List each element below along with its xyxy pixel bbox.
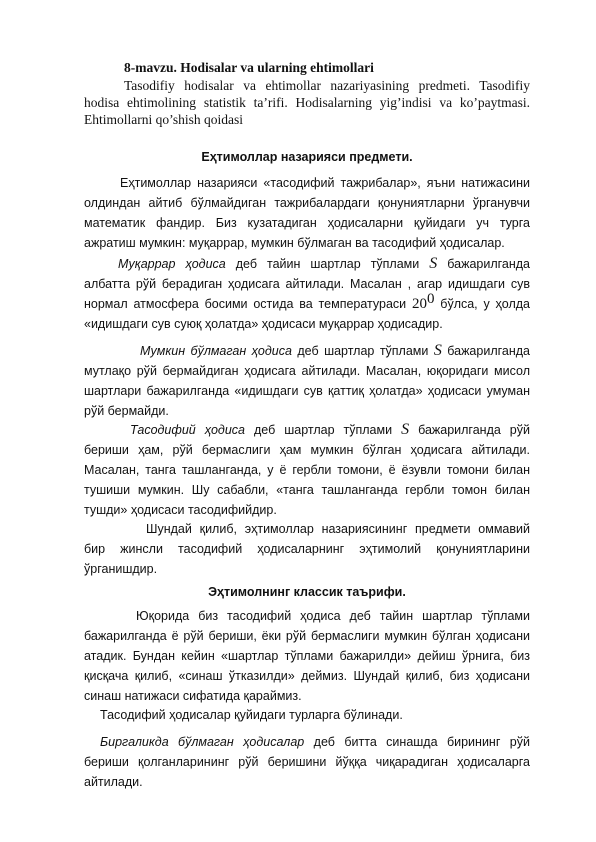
text-span: деб битта синашда бирининг рўй бериши қолганларининг рўй беришини йўққа чиқарадиган ҳодисаларга айтилади. — [84, 735, 530, 789]
section-heading-classic-definition: Эҳтимолнинг классик таърифи. — [208, 585, 406, 599]
text-span: бажарилганда мутлақо рўй бермайдиган ҳодисага айтилади. Масалан, юқоридаги мисол шартлари бажарилганда «идишдаги сув қаттиқ ҳолатда» ҳодисаси умуман рўй бермайди. — [84, 344, 530, 418]
temperature-value: 20 — [411, 296, 427, 312]
paragraph-event-types: Тасодифий ҳодисалар қуйидаги турларга бўлинади. — [100, 708, 403, 722]
paragraph-incompatible-events — [84, 732, 530, 792]
text-span: бўлса, у ҳолда «идишдаги сув суюқ ҳолатда» ҳодисаси муқаррар ҳодисадир. — [84, 297, 530, 331]
paragraph-random-event — [84, 420, 530, 520]
section-heading-subject: Eҳтимоллар назарияси предмети. — [201, 150, 413, 164]
paragraph-conclusion: Шундай қилиб, эҳтимоллар назариясининг предмети оммавий бир жинсли тасодифий ҳодисаларнинг эҳтимолий қонуниятларини ўрганишдир. — [84, 522, 530, 576]
symbol-S: S — [401, 421, 410, 438]
term-incompatible-events: Биргаликда бўлмаган ҳодисалар — [100, 735, 305, 749]
paragraph-impossible-event — [84, 341, 530, 421]
paragraph-certain-event — [84, 254, 530, 334]
paragraph-intro: Eҳтимоллар назарияси «тасодифий тажрибалар», яъни натижасини олдиндан айтиб бўлмайдиган тажрибалардаги қонуниятларни ўрганувчи математик фандир. Биз кузатадиган ҳодисаларни қуйидаги уч турга ажратиш мумкин: муқаррар, мумкин бўлмаган ва тасодифий ҳодисалар. — [84, 176, 530, 250]
text-span: деб шартлар тўплами — [244, 423, 402, 437]
text-span: деб шартлар тўплами — [291, 344, 434, 358]
text-span: бажарилганда албатта рўй берадиган ҳодисага айтилади. Масалан , агар идишдаги сув нормал атмосфера босими остида ва температураси — [84, 257, 531, 311]
paragraph-classic-definition: Юқорида биз тасодифий ҳодиса деб тайин шартлар тўплами бажарилганда ё рўй бериши, ёки рўй бермаслиги мумкин бўлган ҳодисани атадик. Бундан кейин «шартлар тўплами бажарилди» дейиш ўрнига, биз қисқача қилиб, «синаш ўтказилди» деймиз. Шундай қилиб, биз ҳодисани синаш натижаси сифатида қараймиз. — [84, 609, 530, 703]
term-certain-event: Муқаррар ҳодиса — [118, 257, 226, 271]
lecture-subtitle: Tasodifiy hodisalar va ehtimollar nazariyasining predmeti. Tasodifiy hodisa ehtimolining statistik ta’rifi. Hodisalarning yig’indisi va ko’paytmasi. Ehtimollarni qo’shish qoidasi — [84, 78, 530, 127]
text-span: деб тайин шартлар тўплами — [225, 257, 430, 271]
term-random-event: Тасодифий ҳодиса — [130, 423, 245, 437]
text-span: бажарилганда рўй бериши ҳам, рўй бермаслиги ҳам мумкин бўлган ҳодисага айтилади. Масалан, танга ташланганда, у ё гербли томони, ё ёзувли томони билан тушиши мумкин. Шу сабабли, «танга ташланганда гербли томон билан тушди» ҳодисаси тасодифийдир. — [84, 423, 530, 517]
degree-superscript: 0 — [426, 290, 435, 307]
symbol-S: S — [433, 342, 442, 359]
lecture-title: 8-mavzu. Hodisalar va ularning ehtimollari — [124, 60, 374, 75]
term-impossible-event: Мумкин бўлмаган ҳодиса — [140, 344, 292, 358]
symbol-S: S — [429, 255, 438, 272]
